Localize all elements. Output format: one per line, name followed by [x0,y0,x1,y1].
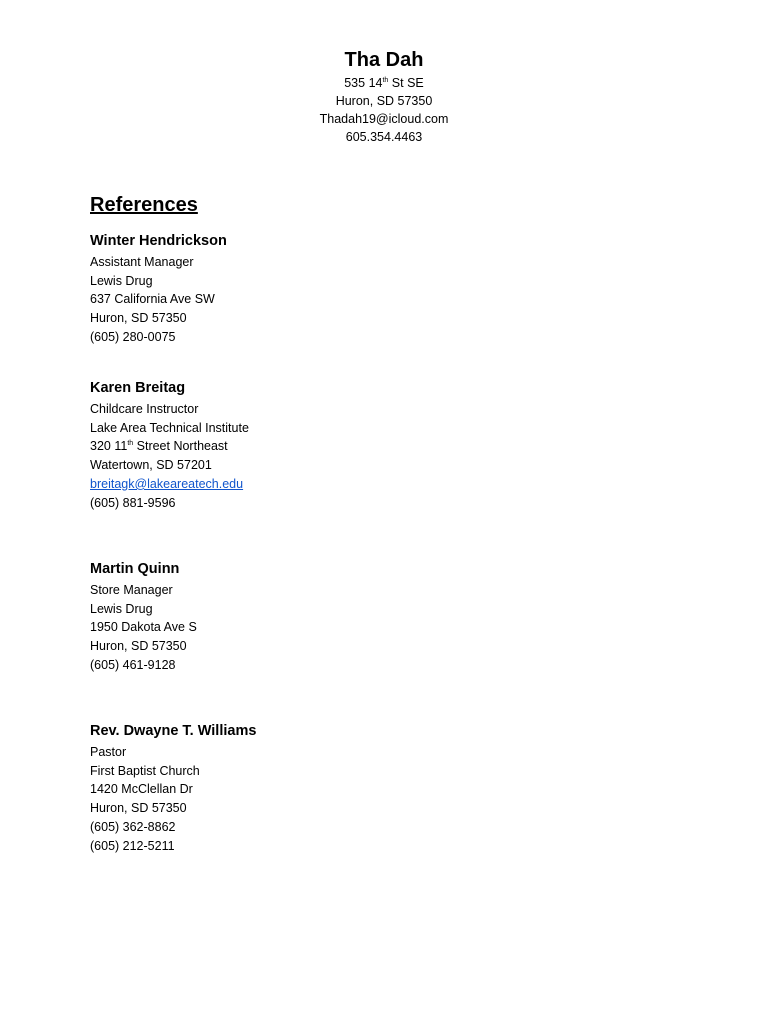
reference-organization: Lewis Drug [90,601,153,616]
references-heading: References [90,194,198,216]
reference-organization: First Baptist Church [90,763,200,778]
reference-entry [90,231,227,347]
applicant-street-ordinal: th [382,76,389,84]
reference-name: Rev. Dwayne T. Williams [90,723,257,739]
reference-street [90,437,249,456]
reference-phone: (605) 280-0075 [90,329,176,344]
applicant-name: Tha Dah [344,49,424,71]
reference-title: Childcare Instructor [90,402,199,416]
reference-entry [90,721,256,855]
reference-email-link[interactable]: breitagk@lakeareatech.edu [90,476,244,491]
reference-city: Huron, SD 57350 [90,311,187,326]
reference-title: Store Manager [90,583,173,597]
reference-street: 1420 McClellan Dr [90,782,193,797]
reference-phone: (605) 362-8862 [90,819,176,834]
reference-organization: Lewis Drug [90,273,153,288]
applicant-street-number: 535 14 [344,76,383,90]
reference-name: Karen Breitag [90,380,186,396]
reference-name: Martin Quinn [90,561,180,577]
applicant-street-rest: St SE [388,76,424,90]
reference-phone-secondary: (605) 212-5211 [90,838,175,853]
reference-city: Watertown, SD 57201 [90,458,212,473]
reference-street-number: 320 11 [90,439,128,454]
reference-title: Assistant Manager [90,255,194,269]
reference-street: 1950 Dakota Ave S [90,620,197,635]
reference-organization: Lake Area Technical Institute [90,420,249,435]
reference-street-rest: Street Northeast [133,439,228,454]
contact-header [0,46,768,146]
reference-entry [90,378,249,512]
reference-city: Huron, SD 57350 [90,801,187,816]
applicant-email: Thadah19@icloud.com [319,112,449,126]
reference-name: Winter Hendrickson [90,233,227,249]
applicant-street [0,74,768,92]
applicant-city: Huron, SD 57350 [335,94,433,108]
reference-city: Huron, SD 57350 [90,639,187,654]
reference-street: 637 California Ave SW [90,292,215,307]
reference-title: Pastor [90,745,127,759]
reference-street-ordinal: th [127,440,134,448]
applicant-phone: 605.354.4463 [345,130,423,144]
reference-phone: (605) 881-9596 [90,495,176,510]
reference-entry [90,559,197,675]
reference-phone: (605) 461-9128 [90,657,176,672]
